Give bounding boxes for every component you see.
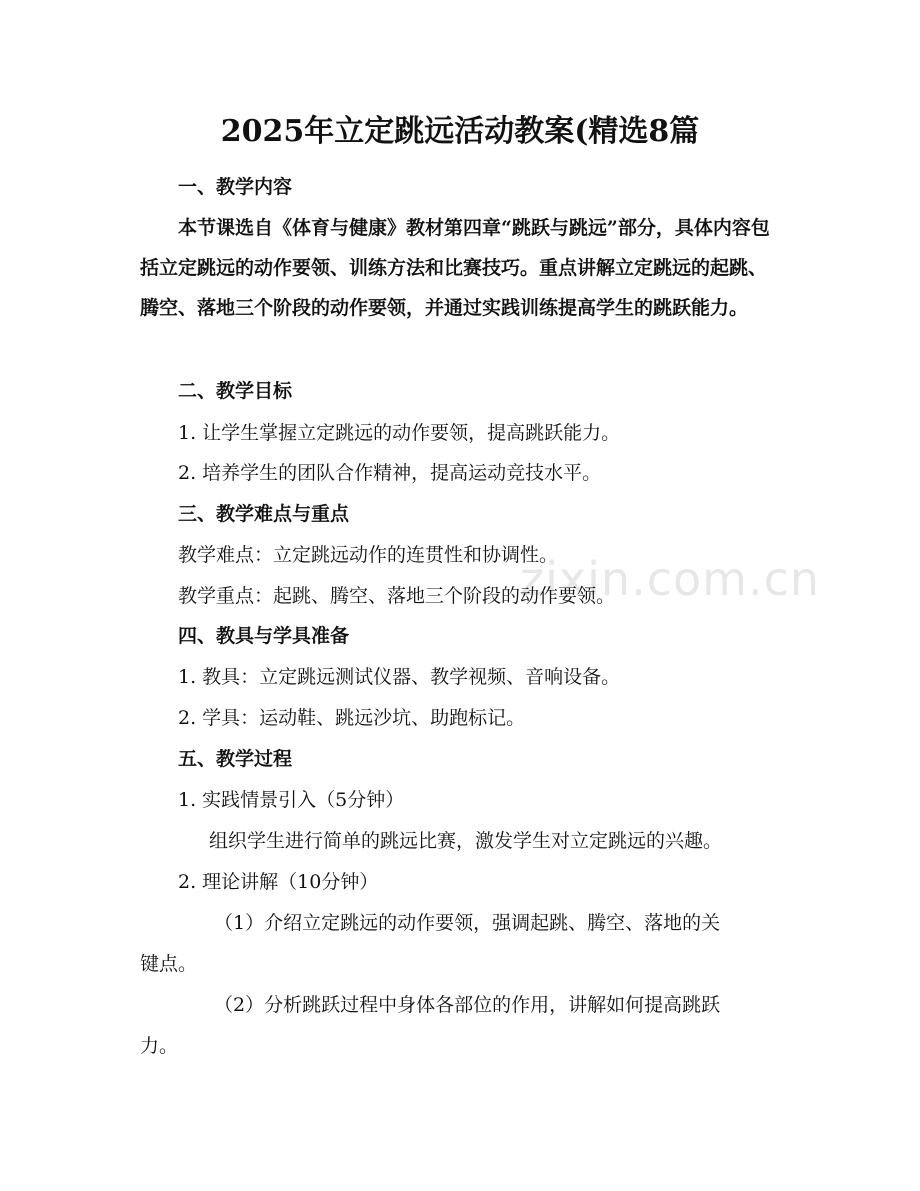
process-substep: （1）介绍立定跳远的动作要领，强调起跳、腾空、落地的关 bbox=[214, 912, 721, 934]
process-step: 1. 实践情景引入（5分钟） bbox=[178, 789, 405, 811]
process-substep-continued: 键点。 bbox=[140, 953, 198, 975]
section-heading-content: 一、教学内容 bbox=[178, 176, 293, 198]
process-step-text: 组织学生进行简单的跳远比赛，激发学生对立定跳远的兴趣。 bbox=[209, 830, 723, 852]
section-heading-process: 五、教学过程 bbox=[178, 748, 293, 770]
materials-item: 1. 教具：立定跳远测试仪器、教学视频、音响设备。 bbox=[178, 666, 621, 688]
watermark: zixin.com.cn bbox=[520, 552, 821, 606]
section-heading-materials: 四、教具与学具准备 bbox=[178, 625, 350, 647]
objective-item: 1. 让学生掌握立定跳远的动作要领，提高跳跃能力。 bbox=[178, 422, 621, 444]
section-heading-objectives: 二、教学目标 bbox=[178, 380, 293, 402]
process-substep-continued: 力。 bbox=[140, 1035, 179, 1057]
document-title: 2025年立定跳远活动教案(精选8篇 bbox=[220, 114, 700, 149]
process-substep: （2）分析跳跃过程中身体各部位的作用，讲解如何提高跳跃 bbox=[214, 994, 721, 1016]
materials-item: 2. 学具：运动鞋、跳远沙坑、助跑标记。 bbox=[178, 707, 526, 729]
difficulty-text: 教学难点：立定跳远动作的连贯性和协调性。 bbox=[178, 544, 559, 566]
section-content-paragraph: 本节课选自《体育与健康》教材第四章“跳跃与跳远”部分，具体内容包括立定跳远的动作要领、训练方法和比赛技巧。重点讲解立定跳远的起跳、腾空、落地三个阶段的动作要领，并通过实践训练提高学生的跳跃能力。 bbox=[140, 217, 770, 319]
key-point-text: 教学重点：起跳、腾空、落地三个阶段的动作要领。 bbox=[178, 585, 616, 607]
process-step: 2. 理论讲解（10分钟） bbox=[178, 871, 379, 893]
section-heading-difficulties: 三、教学难点与重点 bbox=[178, 503, 350, 525]
objective-item: 2. 培养学生的团队合作精神，提高运动竞技水平。 bbox=[178, 462, 602, 484]
